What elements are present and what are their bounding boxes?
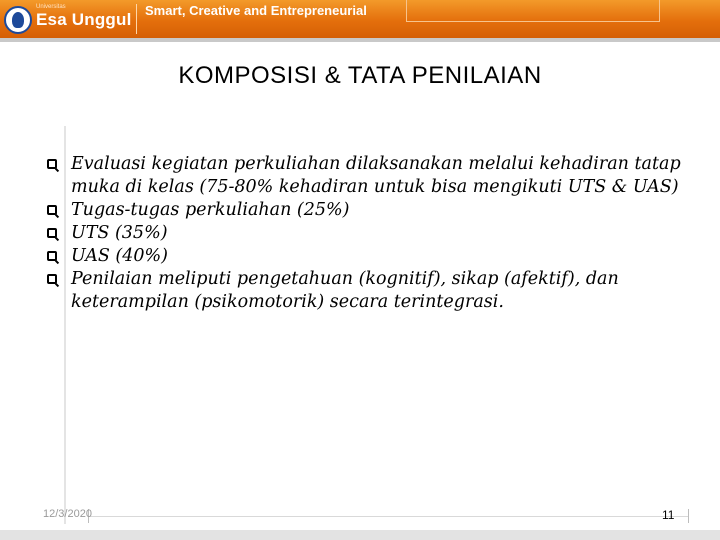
- q-checkbox-bullet-icon: [47, 228, 57, 238]
- header-strip: [0, 38, 720, 42]
- q-checkbox-bullet-icon: [47, 274, 57, 284]
- header-bar: [0, 0, 720, 38]
- footer-tick-right: [688, 509, 689, 523]
- bullet-text: UTS (35%): [71, 223, 168, 243]
- logo-text: Esa Unggul: [36, 10, 132, 29]
- q-checkbox-bullet-icon: [47, 205, 57, 215]
- bullet-item: [47, 245, 687, 268]
- bottom-strip: [0, 530, 720, 540]
- bullet-list: [47, 153, 687, 314]
- q-checkbox-bullet-icon: [47, 159, 57, 169]
- page-number: 11: [662, 508, 675, 522]
- bullet-text: Tugas-tugas perkuliahan (25%): [71, 200, 350, 220]
- footer-line: [88, 516, 688, 517]
- bullet-item: [47, 153, 687, 199]
- logo-emblem-icon: [4, 6, 32, 34]
- bullet-item: [47, 268, 687, 314]
- slide-title: KOMPOSISI & TATA PENILAIAN: [178, 62, 542, 89]
- logo-small-text: Universitas: [36, 4, 66, 10]
- q-checkbox-bullet-icon: [47, 251, 57, 261]
- bullet-item: [47, 199, 687, 222]
- bullet-item: [47, 222, 687, 245]
- bullet-text: Penilaian meliputi pengetahuan (kognitif), sikap (afektif), dan keterampilan (psikomotorik) secara terintegrasi.: [71, 269, 619, 312]
- header-tagline: Smart, Creative and Entrepreneurial: [145, 3, 367, 18]
- header-divider: [136, 4, 137, 34]
- header-frame: [406, 0, 660, 22]
- bullet-text: UAS (40%): [71, 246, 168, 266]
- footer-date: 12/3/2020: [43, 508, 92, 520]
- bullet-text: Evaluasi kegiatan perkuliahan dilaksanakan melalui kehadiran tatap muka di kelas (75-80% kehadiran untuk bisa mengikuti UTS & UAS): [71, 154, 681, 197]
- university-logo: [4, 2, 136, 36]
